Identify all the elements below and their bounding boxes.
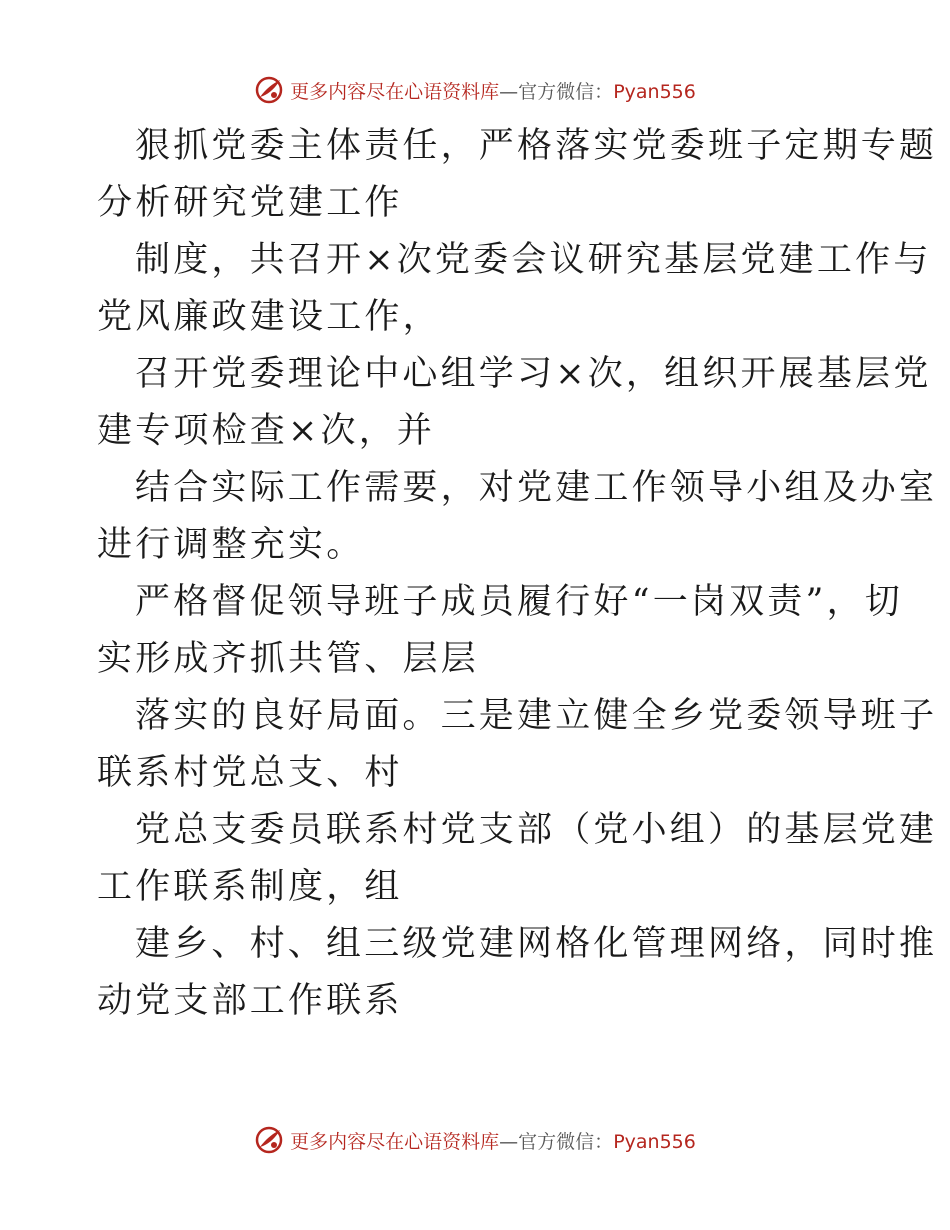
text-line: 动党支部工作联系	[97, 981, 403, 1021]
watermark-main: 更多内容尽在心语资料库	[290, 80, 500, 103]
text-line: 召开党委理论中心组学习×次，组织开展基层党	[135, 354, 932, 394]
watermark-text	[290, 77, 696, 104]
text-line: 进行调整充实。	[97, 525, 365, 565]
footer-watermark-banner	[0, 1120, 950, 1160]
text-line: 党风廉政建设工作，	[97, 297, 441, 337]
header-watermark-banner	[0, 70, 950, 110]
text-line: 制度，共召开×次党委会议研究基层党建工作与	[135, 240, 932, 280]
text-line: 工作联系制度，组	[97, 867, 403, 907]
watermark-main: 更多内容尽在心语资料库	[290, 1130, 500, 1153]
text-line: 分析研究党建工作	[97, 183, 403, 223]
watermark-text	[290, 1127, 696, 1154]
watermark-wechat-label: 官方微信：	[518, 80, 614, 103]
quill-logo-icon	[254, 75, 284, 105]
watermark-wechat-id: Pyan556	[613, 80, 696, 103]
watermark-dash: —	[499, 1130, 519, 1153]
watermark-wechat-label: 官方微信：	[518, 1130, 614, 1153]
text-line: 狠抓党委主体责任，严格落实党委班子定期专题	[135, 126, 938, 166]
text-line: 党总支委员联系村党支部（党小组）的基层党建	[135, 810, 938, 850]
watermark-dash: —	[499, 80, 519, 103]
watermark-wechat-id: Pyan556	[613, 1130, 696, 1153]
text-line: 建乡、村、组三级党建网格化管理网络，同时推	[135, 924, 938, 964]
text-line: 建专项检查×次，并	[97, 411, 436, 451]
document-body	[97, 118, 938, 1030]
quill-logo-icon	[254, 1125, 284, 1155]
text-line: 落实的良好局面。三是建立健全乡党委领导班子	[135, 696, 938, 736]
text-line: 严格督促领导班子成员履行好“一岗双责”，切	[135, 582, 903, 622]
text-line: 联系村党总支、村	[97, 753, 403, 793]
text-line: 实形成齐抓共管、层层	[97, 639, 480, 679]
text-line: 结合实际工作需要，对党建工作领导小组及办室	[135, 468, 938, 508]
